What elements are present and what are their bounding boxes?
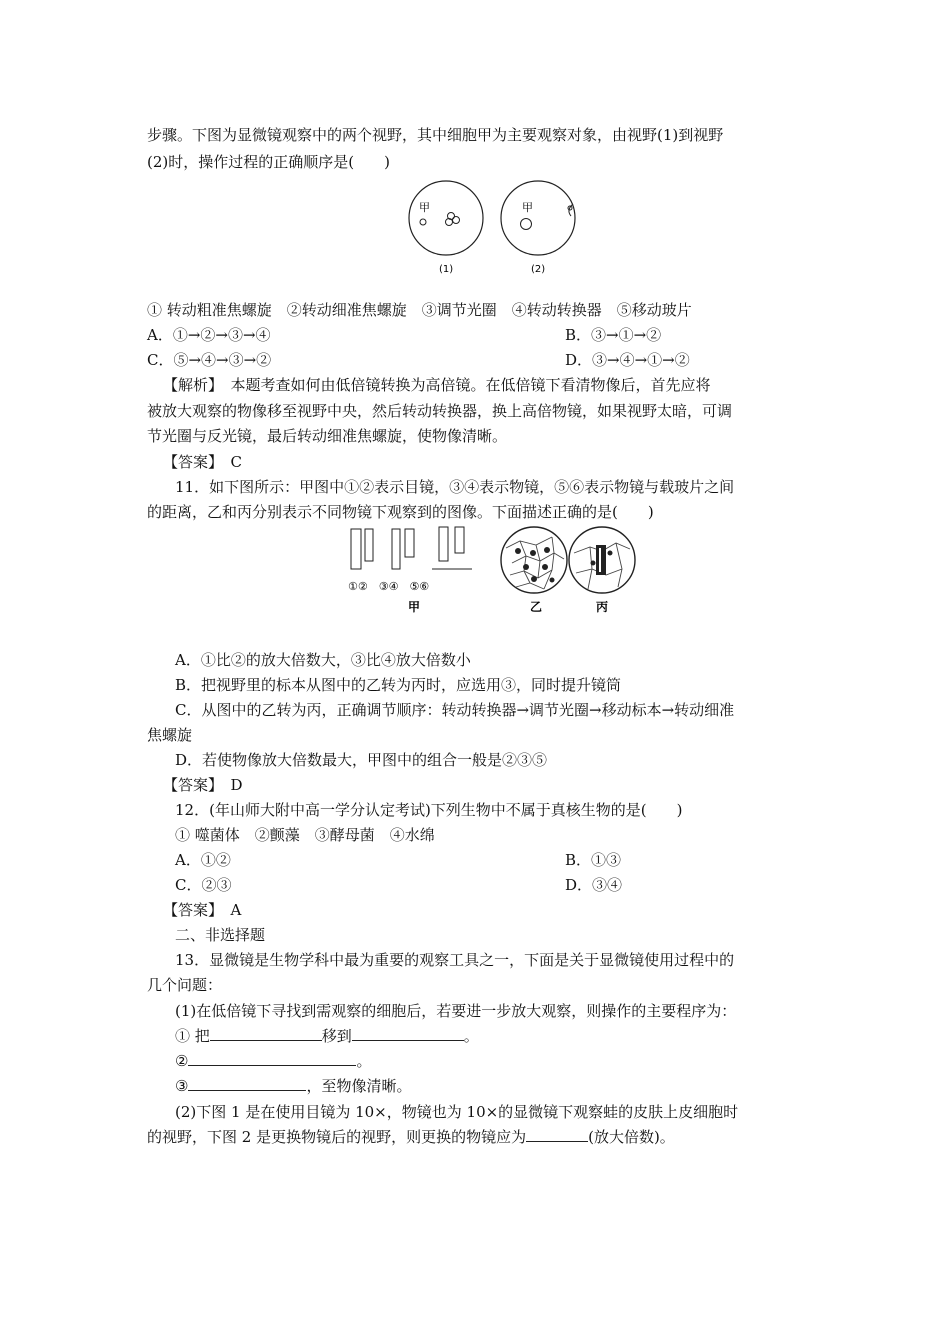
q11-stem: 的距离，乙和丙分别表示不同物镜下观察到的图像。下面描述正确的是( ) xyxy=(147,503,654,521)
text-line: (2)时，操作过程的正确顺序是( ) xyxy=(147,153,390,171)
q10-option-b: B．③→①→② xyxy=(565,326,662,344)
step1-label: ① 把 xyxy=(175,1027,210,1045)
step2-label: ② xyxy=(175,1052,189,1070)
q13-step1 xyxy=(175,1025,835,1047)
step1-text: 移到 xyxy=(321,1027,352,1045)
q10-option-c: C．⑤→④→③→② xyxy=(147,351,272,369)
fig1-caption-2: (2) xyxy=(531,264,546,275)
lens-numbers: ①② ③④ ⑤⑥ xyxy=(348,580,430,593)
microscope-fields-figure xyxy=(400,176,580,280)
view-bing xyxy=(569,527,635,593)
q10-option-d: D．③→④→①→② xyxy=(565,351,690,369)
q11-option-c: C．从图中的乙转为丙，正确调节顺序：转动转换器→调节光圈→移动标本→转动细准 xyxy=(175,701,735,719)
step1-end: 。 xyxy=(463,1027,479,1045)
q10-answer: 【答案】 C xyxy=(163,453,242,471)
lens-diagram xyxy=(340,523,640,621)
fig2-label-bing: 丙 xyxy=(596,600,609,614)
q11-option-c-cont: 焦螺旋 xyxy=(147,726,193,744)
fig2-label-yi: 乙 xyxy=(530,600,543,614)
q10-analysis: 【解析】 本题考查如何由低倍镜转换为高倍镜。在低倍镜下看清物像后，首先应将 xyxy=(163,376,711,394)
q10-analysis: 节光圈与反光镜，最后转动细准焦螺旋，使物像清晰。 xyxy=(147,427,508,445)
q11-option-b: B．把视野里的标本从图中的乙转为丙时，应选用③，同时提升镜筒 xyxy=(175,676,622,694)
q12-items: ① 噬菌体 ②颤藻 ③酵母菌 ④水绵 xyxy=(175,826,435,844)
step3-label: ③ xyxy=(175,1077,189,1095)
answer-blank[interactable] xyxy=(188,1050,356,1066)
fields-diagram xyxy=(400,176,580,280)
q12-stem: 12．(年山师大附中高一学分认定考试)下列生物中不属于真核生物的是( ) xyxy=(175,801,683,819)
q12-answer: 【答案】 A xyxy=(163,901,242,919)
step2-end: 。 xyxy=(356,1052,372,1070)
q10-analysis: 被放大观察的物像移至视野中央，然后转动转换器，换上高倍物镜，如果视野太暗，可调 xyxy=(147,402,733,420)
q13-step2 xyxy=(175,1050,835,1072)
fig1-label-jia: 甲 xyxy=(419,201,430,214)
q13-stem: 几个问题： xyxy=(147,976,223,994)
view-yi xyxy=(501,527,567,593)
q12-option-d: D．③④ xyxy=(565,876,623,894)
q12-option-b: B．①③ xyxy=(565,851,622,869)
q11-option-d: D．若使物像放大倍数最大，甲图中的组合一般是②③⑤ xyxy=(175,751,548,769)
text-line: 步骤。下图为显微镜观察中的两个视野，其中细胞甲为主要观察对象，由视野(1)到视野 xyxy=(147,126,724,144)
q11-answer: 【答案】 D xyxy=(163,776,243,794)
q11-stem: 11．如下图所示：甲图中①②表示目镜，③④表示物镜，⑤⑥表示物镜与载玻片之间 xyxy=(175,478,735,496)
q11-option-a: A．①比②的放大倍数大，③比④放大倍数小 xyxy=(175,651,471,669)
q12-option-a: A．①② xyxy=(175,851,231,869)
part2-text: 的视野，下图 2 是更换物镜后的视野，则更换的物镜应为 xyxy=(147,1128,527,1146)
fig1-label-jia-2: 甲 xyxy=(522,201,533,214)
q13-stem: 13．显微镜是生物学科中最为重要的观察工具之一，下面是关于显微镜使用过程中的 xyxy=(175,951,735,969)
answer-blank[interactable] xyxy=(352,1025,464,1041)
fig2-label-jia: 甲 xyxy=(408,600,421,614)
answer-blank[interactable] xyxy=(526,1126,588,1142)
step3-end: ，至物像清晰。 xyxy=(306,1077,412,1095)
q13-part2: (2)下图 1 是在使用目镜为 10×，物镜也为 10×的显微镜下观察蛙的皮肤上皮细胞时 xyxy=(175,1103,739,1121)
answer-blank[interactable] xyxy=(188,1075,306,1091)
part2-end: (放大倍数)。 xyxy=(588,1128,675,1146)
q13-step3 xyxy=(175,1075,835,1097)
q10-option-a: A．①→②→③→④ xyxy=(147,326,271,344)
q13-part2-cont xyxy=(147,1126,807,1148)
section-heading: 二、非选择题 xyxy=(175,926,266,944)
q12-option-c: C．②③ xyxy=(175,876,232,894)
fig1-caption-1: (1) xyxy=(439,264,454,275)
q13-part1: (1)在低倍镜下寻找到需观察的细胞后，若要进一步放大观察，则操作的主要程序为： xyxy=(175,1002,737,1020)
lens-figure xyxy=(340,523,640,621)
q10-steps: ① 转动粗准焦螺旋 ②转动细准焦螺旋 ③调节光圈 ④转动转换器 ⑤移动玻片 xyxy=(147,301,692,319)
answer-blank[interactable] xyxy=(210,1025,322,1041)
